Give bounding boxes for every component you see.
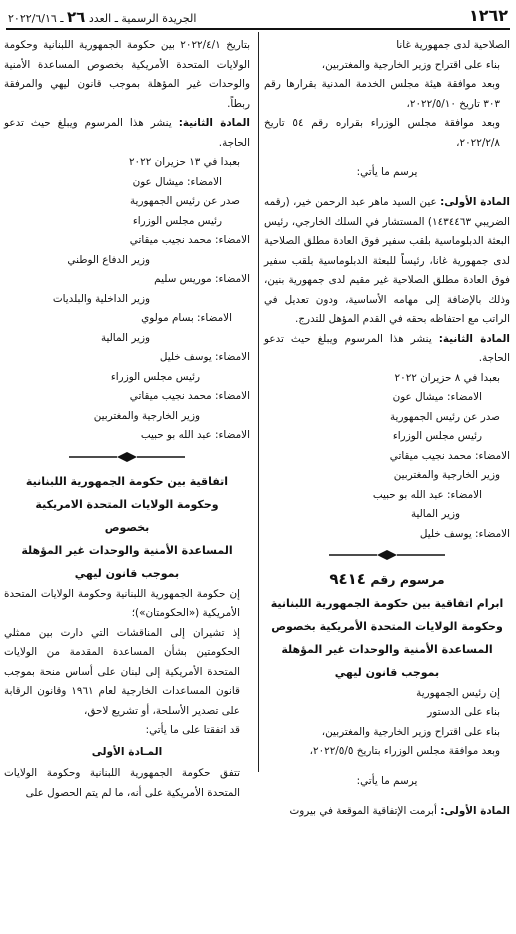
- article-label: المادة الثانية:: [438, 332, 510, 345]
- official-title: رئيس مجلس الوزراء: [110, 370, 200, 383]
- signature: الامضاء: عبد الله بو حبيب: [140, 429, 250, 441]
- signature: الامضاء: موريس سليم: [154, 273, 250, 285]
- article-1: [264, 802, 510, 822]
- paragraph: بناء على اقتراح وزير الخارجية والمغتربين،: [321, 58, 500, 71]
- article-label: المادة الثانية:: [178, 117, 250, 129]
- signature: الامضاء: محمد نجيب ميقاتي: [389, 449, 510, 462]
- column-divider: [258, 32, 259, 772]
- article-text: أبرمت الإتفاقية الموقعة في بيروت: [289, 805, 437, 818]
- article-text: ينشر هذا المرسوم ويبلغ حيث تدعو الحاجة.: [264, 332, 510, 365]
- decree-heading: [264, 570, 510, 590]
- gazette-name: الجريدة الرسمية ـ العدد: [88, 12, 197, 25]
- article-label: المادة الأولى:: [440, 805, 510, 818]
- issued-by: صدر عن رئيس الجمهورية: [389, 410, 500, 423]
- agreement-title: بموجب قانون ليهي: [74, 566, 180, 580]
- signature: الامضاء: محمد نجيب ميقاتي: [129, 390, 250, 402]
- signature: الامضاء: ميشال عون: [392, 391, 482, 404]
- ornament-divider: [264, 544, 510, 568]
- article-2: [264, 330, 510, 369]
- paragraph: وبعد موافقة مجلس الوزراء بتاريخ ٢٠٢٢/٥/٥،: [309, 745, 500, 758]
- agreement-title: وحكومة الولايات المتحدة الامريكية: [35, 497, 219, 511]
- signature: الامضاء: عبد الله بو حبيب: [372, 488, 482, 501]
- date-line: بعبدا في ١٣ حزيران ٢٠٢٢: [128, 156, 240, 168]
- official-title: وزير المالية: [410, 508, 460, 521]
- article-1: [264, 193, 510, 330]
- signature: الامضاء: يوسف خليل: [159, 351, 250, 363]
- decree-title: ابرام اتفاقية بين حكومة الجمهورية اللبنانية وحكومة الولايات المتحدة الأمريكية بخصوص المساعدة الأمنية والوحدات غير المؤهلة بموجب قانون ليهي: [270, 596, 504, 679]
- paragraph: إذ تشيران إلى المناقشات التي دارت بين ممثلي الحكومتين بشأن المساعدة المقدمة من الولايات المتحدة الأمريكية إلى لبنان على أساس منحة بموجب قانون المساعدات الخارجية لعام ١٩٦١ وقانون الرقابة على تصدير الأسلحة، أو تشريع لاحق،: [4, 626, 241, 717]
- paragraph: تتفق حكومة الجمهورية اللبنانية وحكومة الولايات المتحدة الأمريكية على أنه، ما لم يتم الحصول على: [4, 767, 240, 799]
- agreement-title: المساعدة الأمنية والوحدات غير المؤهلة: [21, 543, 233, 557]
- official-title: رئيس مجلس الوزراء: [132, 214, 222, 227]
- decrees-line: يرسم ما يأتي:: [356, 166, 418, 179]
- page-number: ١٢٦٢: [468, 6, 508, 25]
- paragraph: وبعد موافقة مجلس الوزراء بقراره رقم ٥٤ تاريخ ٢٠٢٢/٢/٨،: [264, 117, 500, 149]
- paragraph: قد اتفقتا على ما يأتي:: [145, 724, 240, 736]
- decrees-line: يرسم ما يأتي:: [356, 775, 418, 788]
- date-line: بعبدا في ٨ حزيران ٢٠٢٢: [394, 371, 500, 384]
- right-column: [264, 36, 510, 822]
- signature: الامضاء: بسام مولوي: [141, 312, 232, 324]
- official-title: وزير الداخلية والبلديات: [52, 292, 150, 305]
- paragraph: إن حكومة الجمهورية اللبنانية وحكومة الولايات المتحدة الأمريكية («الحكومتان»)؛: [4, 587, 240, 619]
- agreement-title: بخصوص: [104, 520, 150, 534]
- official-title: وزير الخارجية والمغتربين: [393, 469, 500, 482]
- paragraph: الصلاحية لدى جمهورية غانا: [396, 39, 510, 51]
- signature: الامضاء: محمد نجيب ميقاتي: [129, 234, 250, 246]
- paragraph: وبعد موافقة هيئة مجلس الخدمة المدنية بقرارها رقم ٣٠٣ تاريخ ٢٠٢٢/٥/١٠،: [264, 78, 500, 110]
- issue-number: ٢٦: [67, 8, 86, 26]
- official-title: رئيس مجلس الوزراء: [392, 430, 482, 443]
- issued-by: صدر عن رئيس الجمهورية: [129, 195, 240, 207]
- decree-number: ٩٤١٤: [329, 570, 366, 589]
- decree-label: مرسوم رقم: [370, 572, 445, 588]
- paragraph: بتاريخ ٢٠٢٢/٤/١ بين حكومة الجمهورية اللبنانية وحكومة الولايات المتحدة الأمريكية بخصوص المساعدة الأمنية والوحدات غير المؤهلة بموجب قانون ليهي والمرفقة ربطاً.: [4, 39, 251, 110]
- signature: الامضاء: ميشال عون: [132, 175, 222, 188]
- issue-date: ـ ٢٠٢٢/٦/١٦: [8, 12, 64, 25]
- official-title: وزير الخارجية والمغتربين: [93, 409, 200, 422]
- agreement-title: اتفاقية بين حكومة الجمهورية اللبنانية: [25, 474, 229, 488]
- paragraph: بناء على اقتراح وزير الخارجية والمغتربين،: [321, 725, 500, 738]
- article-text: ينشر هذا المرسوم ويبلغ حيث تدعو الحاجة.: [4, 117, 250, 149]
- article-heading: المـادة الأولى: [91, 745, 163, 758]
- left-column: [4, 36, 250, 803]
- article-2: [4, 114, 250, 153]
- ornament-divider: [4, 446, 250, 470]
- page-header: [6, 6, 510, 30]
- article-text: عين السيد ماهر عبد الرحمن خير، (رقمه الضريبي ١٤٣٤٤٦٣) المستشار في السلك الخارجي، رئيس البعثة الدبلوماسية بلقب سفير فوق العادة مطلق الصلاحية لدى جمهورية غانا، رئيساً للبعثة الدبلوماسية بلقب سفير فوق العادة مطلق الصلاحية غير مقيم لدى جمهورية بنين، وذلك بالإضافة إلى مهامه الأساسية، ودون تعديل في الراتب مع احتفاظه بحقه في القدم المؤهل للتدرج.: [264, 196, 510, 326]
- article-label: المادة الأولى:: [440, 196, 510, 209]
- official-title: وزير المالية: [100, 331, 150, 344]
- paragraph: بناء على الدستور: [427, 706, 500, 719]
- paragraph: إن رئيس الجمهورية: [416, 686, 500, 699]
- official-title: وزير الدفاع الوطني: [67, 253, 150, 266]
- header-title: [8, 8, 196, 26]
- signature: الامضاء: يوسف خليل: [419, 527, 510, 540]
